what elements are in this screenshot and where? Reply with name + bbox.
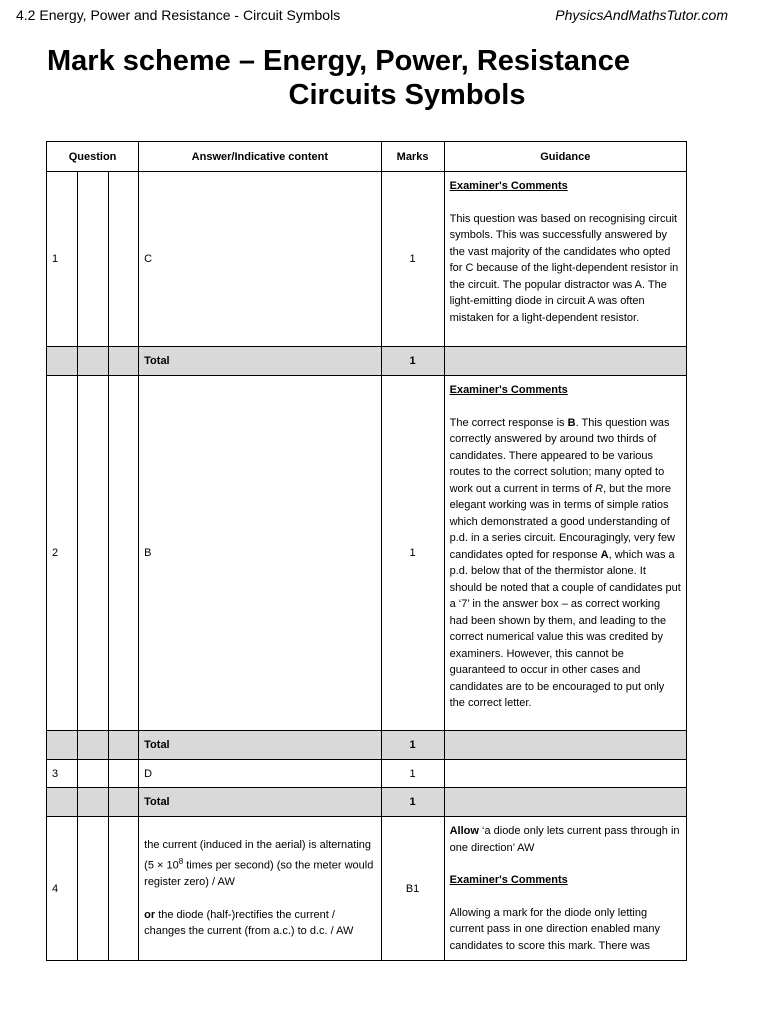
marks-cell: 1	[381, 376, 444, 731]
total-row	[47, 347, 687, 376]
examiner-comments-heading: Examiner's Comments	[449, 384, 568, 396]
table-header-row	[47, 142, 687, 172]
header-question: Question	[47, 142, 139, 172]
guidance-cell	[444, 817, 686, 961]
page-title-line2: Circuits Symbols	[288, 79, 526, 111]
header-marks: Marks	[381, 142, 444, 172]
marks-cell: B1	[381, 817, 444, 961]
question-number: 1	[47, 172, 78, 347]
total-label: Total	[139, 731, 381, 760]
answer-cell	[139, 817, 381, 961]
answer-cell: D	[139, 760, 381, 788]
answer-rectifies: or the diode (half-)rectifies the current / changes the current (from a.c.) to d.c. / AW	[144, 908, 354, 938]
total-marks: 1	[381, 347, 444, 376]
question-number: 2	[47, 376, 78, 731]
answer-alternating: the current (induced in the aerial) is alternating ($5 \times 10^8$ times per second) (so the meter would register zero) / AW	[144, 839, 374, 889]
header-site-name: PhysicsAndMathsTutor.com	[555, 7, 728, 23]
answer-cell: C	[139, 172, 381, 347]
marks-cell: 1	[381, 760, 444, 788]
table-row	[47, 376, 687, 731]
question-number: 4	[47, 817, 78, 961]
header-guidance: Guidance	[444, 142, 686, 172]
answer-cell: B	[139, 376, 381, 731]
total-row	[47, 788, 687, 817]
table-row	[47, 172, 687, 347]
guidance-cell	[444, 376, 686, 731]
header-left-title: 4.2 Energy, Power and Resistance - Circuit Symbols	[16, 7, 341, 23]
examiner-comments-text: This question was based on recognising circuit symbols. This was successfully answered by the vast majority of the candidates who opted for C because of the light-dependent resistor in the circuit. The popular distractor was A. The light-emitting diode in circuit A was often mistaken for a light-dependent resistor.	[449, 212, 679, 324]
examiner-comments-heading: Examiner's Comments	[449, 180, 568, 192]
total-marks: 1	[381, 731, 444, 760]
guidance-cell	[444, 172, 686, 347]
total-label: Total	[139, 788, 381, 817]
examiner-comments-heading: Examiner's Comments	[449, 874, 568, 886]
marks-cell: 1	[381, 172, 444, 347]
allow-text: Allow ‘a diode only lets current pass through in one direction’ AW	[449, 825, 680, 854]
total-row	[47, 731, 687, 760]
header-answer: Answer/Indicative content	[139, 142, 381, 172]
question-number: 3	[47, 760, 78, 788]
table-row	[47, 817, 687, 961]
examiner-comments-text: Allowing a mark for the diode only letting current pass in one direction enabled many candidates to score this mark. There was	[449, 906, 660, 952]
examiner-comments-text: The correct response is B. This question was correctly answered by around two thirds of candidates. There appeared to be various routes to the correct solution; many opted to work out a current in terms of R, but the more elegant working was in terms of simple ratios which demonstrated a good understanding of p.d. in a series circuit. Encouragingly, very few candidates opted for response A, which was a p.d. below that of the thermistor alone. It should be noted that a couple of candidates put a ‘7’ in the answer box – as correct working had been shown by them, and leading to the correct numerical value this was credited by examiners. However, this cannot be guaranteed to occur in other cases and candidates are to be encouraged to put only the correct letter.	[449, 416, 681, 709]
total-label: Total	[139, 347, 381, 376]
table-row	[47, 760, 687, 788]
total-marks: 1	[381, 788, 444, 817]
mark-scheme-table	[46, 141, 687, 961]
